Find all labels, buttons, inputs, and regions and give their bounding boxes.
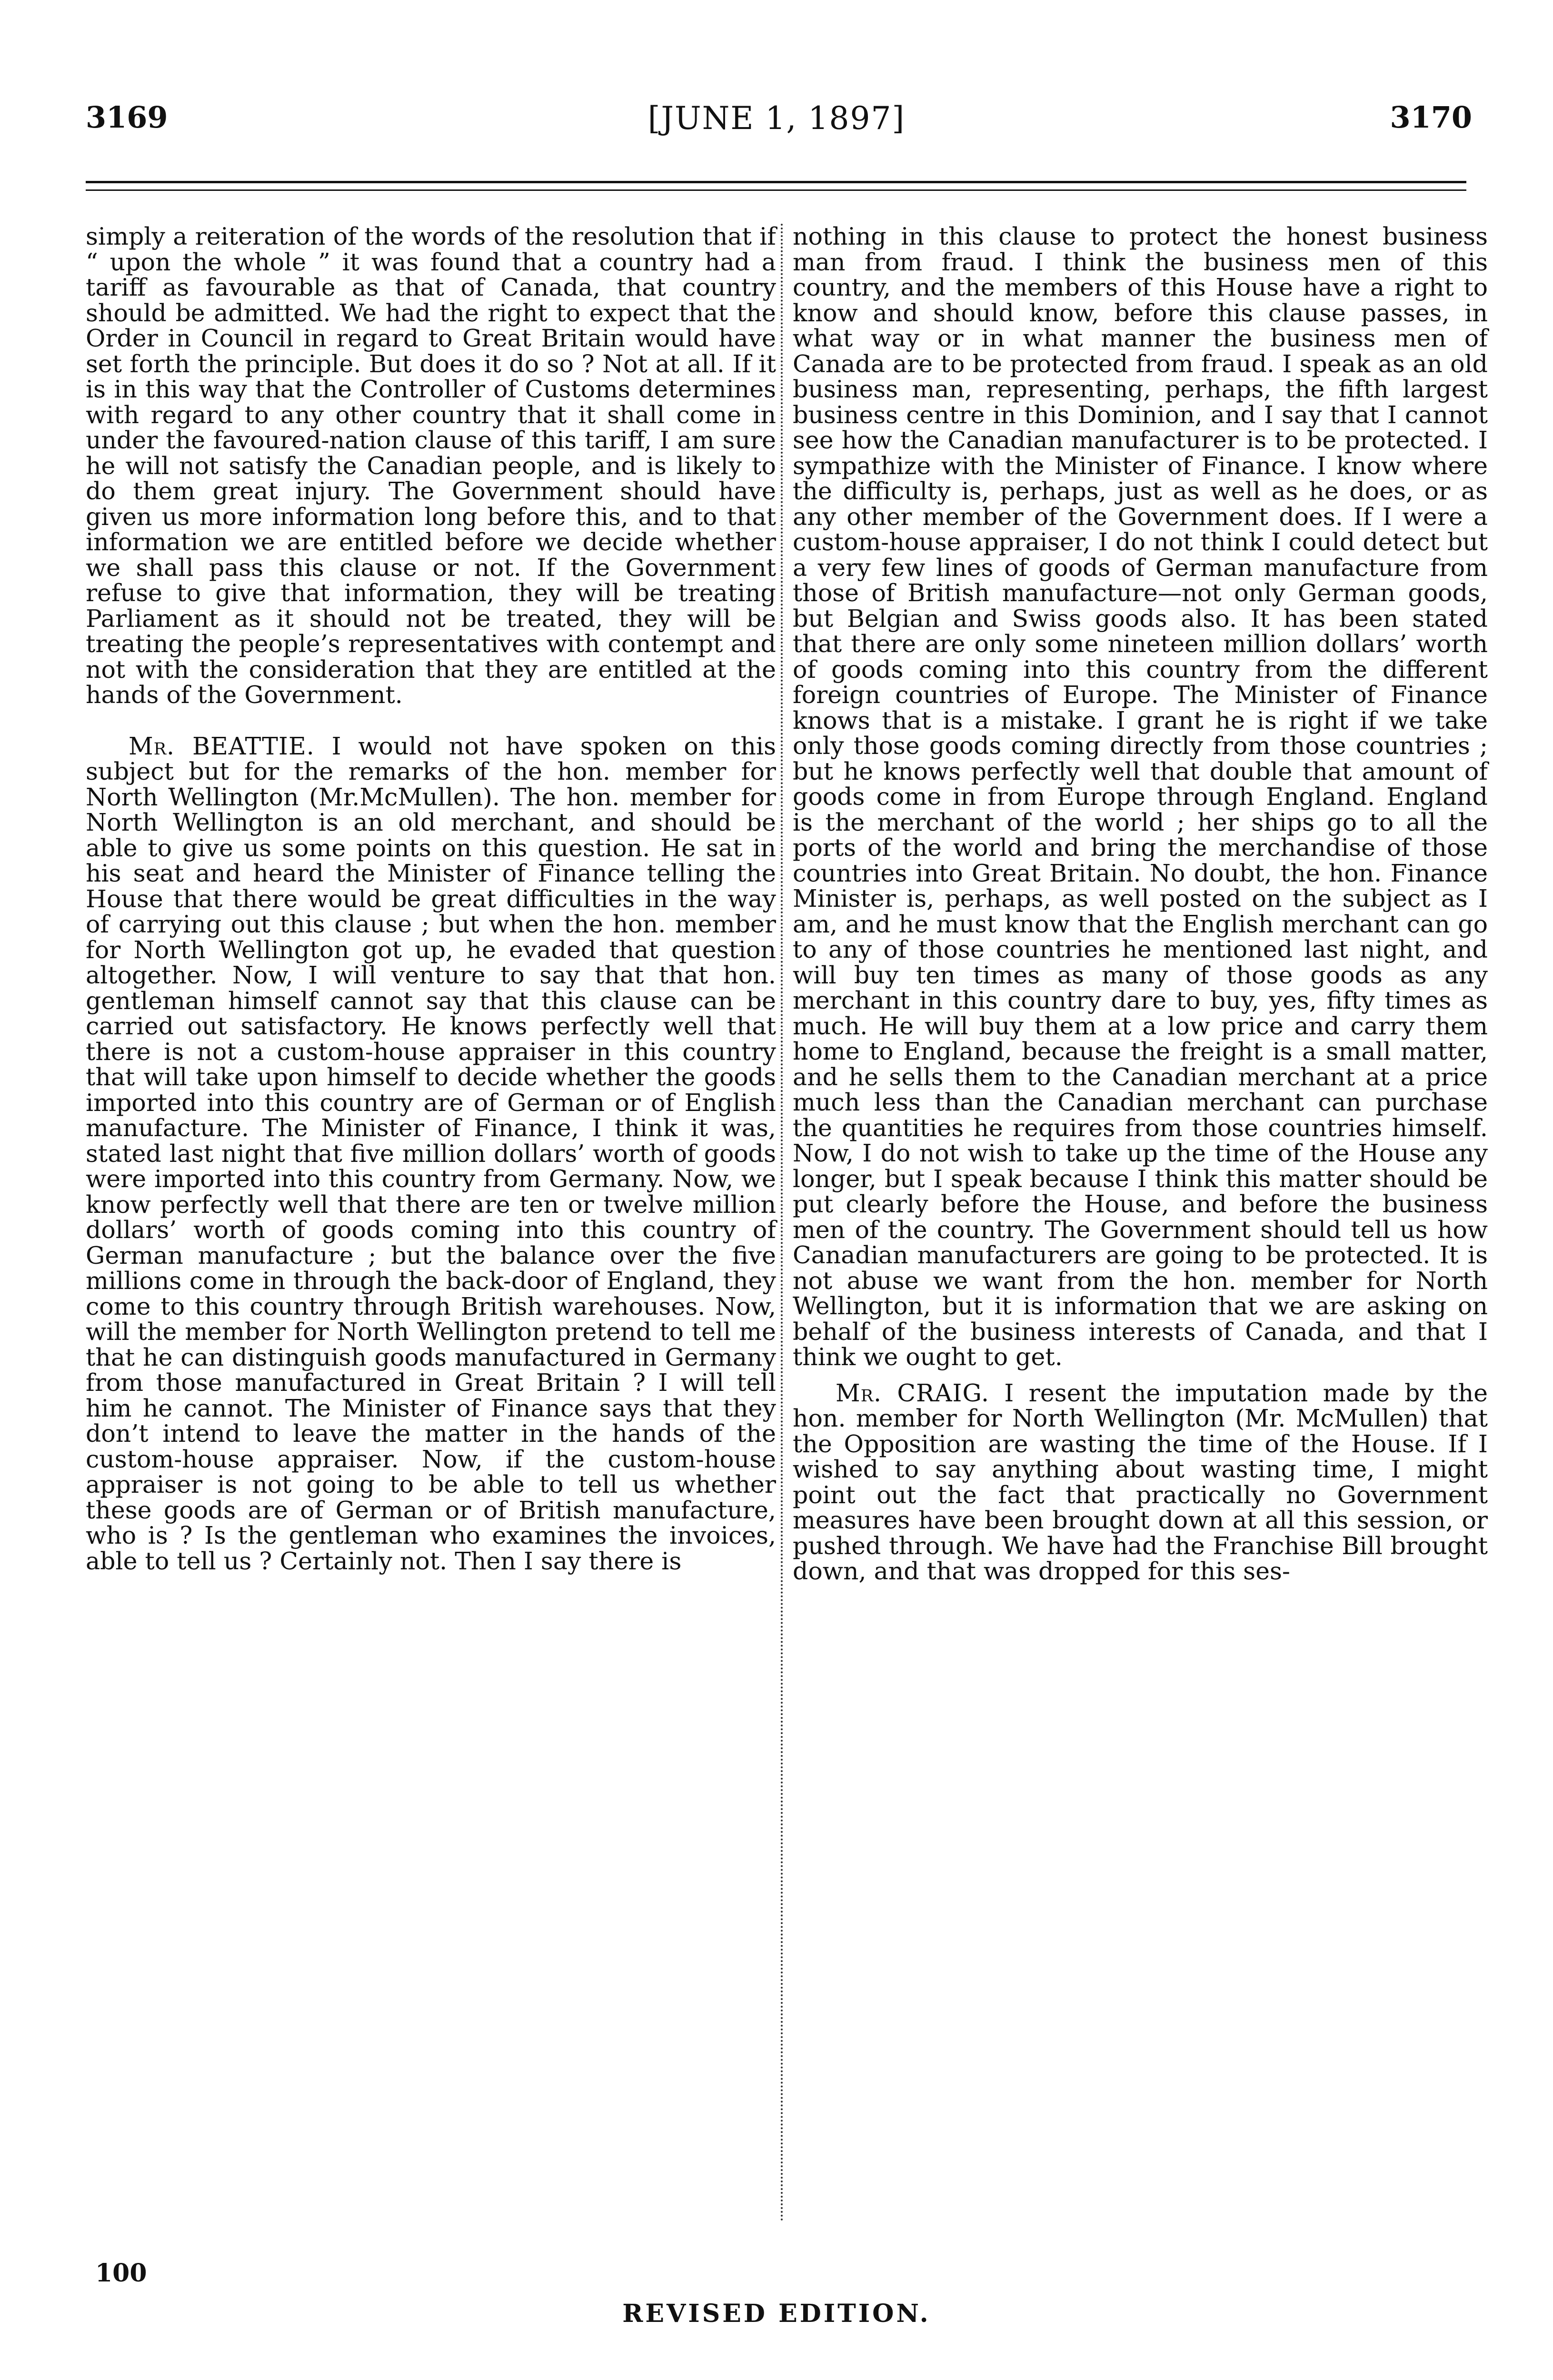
header-rule-thin bbox=[86, 189, 1466, 191]
speech-text: I resent the imputation made by the hon. member for North Wellington (Mr. McMullen) that the Opposition are wasting the time of the House. If I wished to say anything about wasting time, I might point out the fact that practically no Government measures have been brought down at all this session, or pushed through. We have had the Franchise Bill brought down, and that was dropped for this ses- bbox=[793, 1378, 1488, 1585]
left-column bbox=[86, 224, 776, 1574]
left-paragraph-1: simply a reiteration of the words of the resolution that if “ upon the whole ” it was found that a country had a tariff as favourable as that of Canada, that country should be admitted. We had the right to expect that the Order in Council in regard to Great Britain would have set forth the principle. But does it do so ? Not at all. If it is in this way that the Controller of Customs determines with regard to any other country that it shall come in under the favoured-nation clause of this tariff, I am sure he will not satisfy the Canadian people, and is likely to do them great injury. The Government should have given us more information long before this, and to that information we are entitled before we decide whether we shall pass this clause or not. If the Government refuse to give that information, they will be treating Parliament as it should not be treated, they will be treating the people’s representatives with contempt and not with the consideration that they are entitled at the hands of the Government. bbox=[86, 222, 776, 709]
page-date: [JUNE 1, 1897] bbox=[647, 100, 906, 137]
page-number-right: 3170 bbox=[1390, 100, 1472, 135]
speaker-name: Mr. CRAIG. bbox=[836, 1378, 990, 1407]
left-paragraph-2 bbox=[86, 734, 776, 1574]
right-paragraph-1: nothing in this clause to protect the honest business man from fraud. I think the business men of this country, and the members of this House have a right to know and should know, before this clause passes, in what way or in what manner the business men of Canada are to be protected from fraud. I speak as an old business man, representing, perhaps, the fifth largest business centre in this Dominion, and I say that I cannot see how the Canadian manufacturer is to be protected. I sympathize with the Minister of Finance. I know where the difficulty is, perhaps, just as well as he does, or as any other member of the Government does. If I were a custom-house appraiser, I do not think I could detect but a very few lines of goods of German manufacture from those of British manufacture—not only German goods, but Belgian and Swiss goods also. It has been stated that there are only some nineteen million dollars’ worth of goods coming into this country from the different foreign countries of Europe. The Minister of Finance knows that is a mistake. I grant he is right if we take only those goods coming directly from those countries ; but he knows perfectly well that double that amount of goods come in from Europe through England. England is the merchant of the world ; her ships go to all the ports of the world and bring the merchandise of those countries into Great Britain. No doubt, the hon. Finance Minister is, perhaps, as well posted on the subject as I am, and he must know that the English merchant can go to any of those countries he mentioned last night, and will buy ten times as many of those goods as any merchant in this country dare to buy, yes, fifty times as much. He will buy them at a low price and carry them home to England, because the freight is a small matter, and he sells them to the Canadian merchant at a price much less than the Canadian merchant can purchase the quantities he requires from those countries himself. Now, I do not wish to take up the time of the House any longer, but I speak because I think this matter should be put clearly before the House, and before the business men of the country. The Government should tell us how Canadian manufacturers are going to be protected. It is not abuse we want from the hon. member for North Wellington, but it is information that we are asking on behalf of the business interests of Canada, and that I think we ought to get. bbox=[793, 222, 1488, 1371]
right-column bbox=[793, 224, 1488, 1584]
header-rule-thick bbox=[86, 181, 1466, 183]
speaker-name: Mr. BEATTIE. bbox=[129, 732, 315, 760]
sheet-number: 100 bbox=[95, 2259, 147, 2288]
column-divider bbox=[781, 224, 783, 2223]
right-paragraph-2 bbox=[793, 1380, 1488, 1584]
page-number-left: 3169 bbox=[86, 100, 168, 135]
edition-label: REVISED EDITION. bbox=[622, 2299, 931, 2328]
speech-text: I would not have spoken on this subject but for the remarks of the hon. member for North Wellington (Mr.McMullen). The hon. member for North Wellington is an old merchant, and should be able to give us some points on this question. He sat in his seat and heard the Minister of Finance telling the House that there would be great difficulties in the way of carrying out this clause ; but when the hon. member for North Wellington got up, he evaded that question altogether. Now, I will venture to say that that hon. gentleman himself cannot say that this clause can be carried out satisfactory. He knows perfectly well that there is not a custom-house appraiser in this country that will take upon himself to decide whether the goods imported into this country are of German or of English manufacture. The Minister of Finance, I think it was, stated last night that five million dollars’ worth of goods were imported into this country from Germany. Now, we know perfectly well that there are ten or twelve million dollars’ worth of goods coming into this country of German manufacture ; but the balance over the five millions come in through the back-door of England, they come to this country through British warehouses. Now, will the member for North Wellington pretend to tell me that he can distinguish goods manufactured in Germany from those manufactured in Great Britain ? I will tell him he cannot. The Minister of Finance says that they don’t intend to leave the matter in the hands of the custom-house appraiser. Now, if the custom-house appraiser is not going to be able to tell us whether these goods are of German or of British manufacture, who is ? Is the gentleman who examines the invoices, able to tell us ? Certainly not. Then I say there is bbox=[86, 732, 776, 1575]
page-header bbox=[0, 100, 1553, 148]
